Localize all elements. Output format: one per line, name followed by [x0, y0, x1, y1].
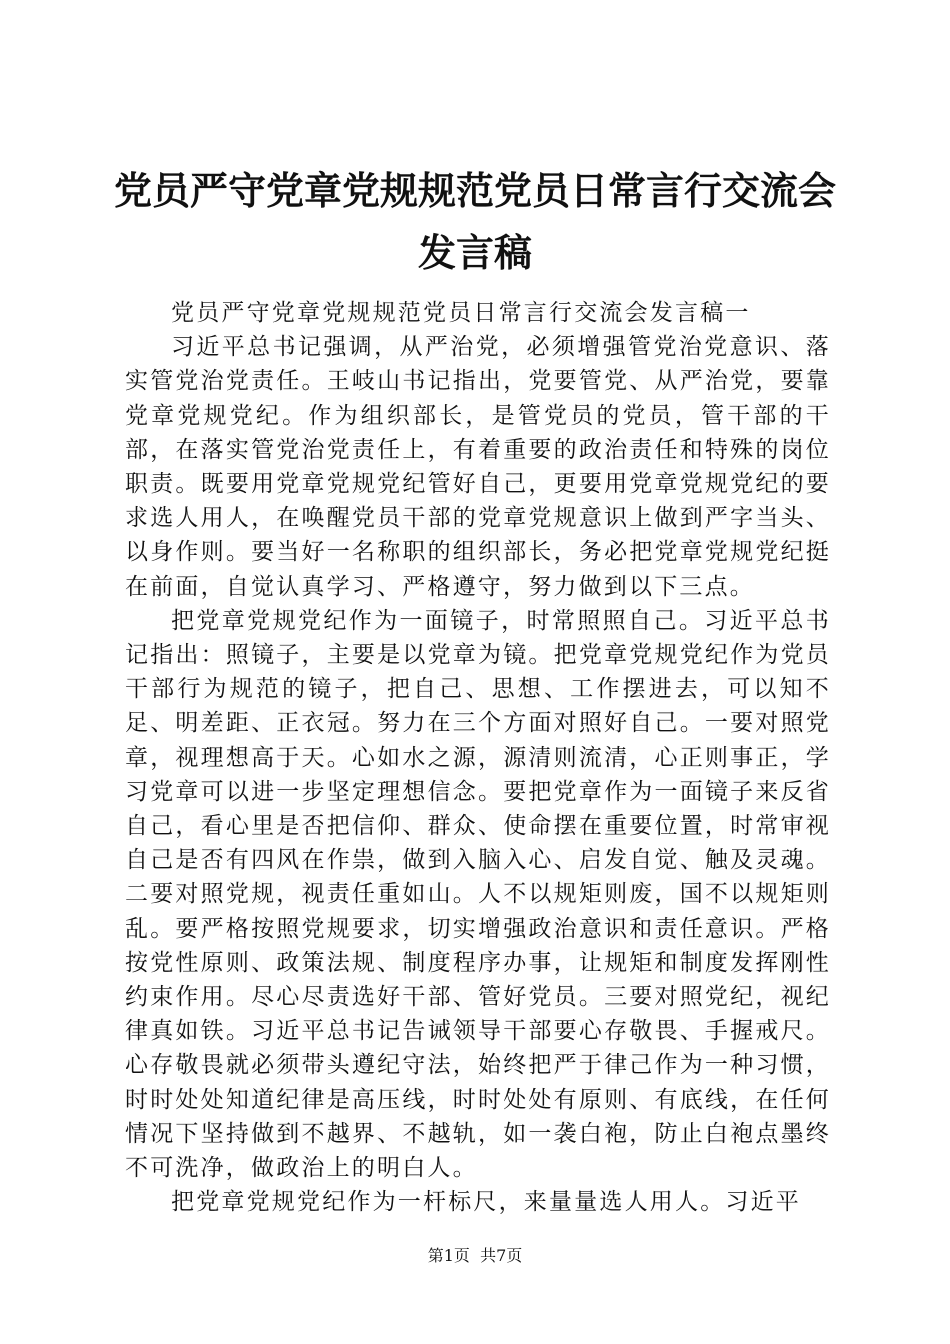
paragraph-mirror: 把党章党规党纪作为一面镜子，时常照照自己。习近平总书记指出：照镜子，主要是以党章为镜。把党章党规党纪作为党员干部行为规范的镜子，把自己、思想、工作摆进去，可以知不足、明差距、正衣冠。努力在三个方面对照好自己。一要对照党章，视理想高于天。心如水之源，源清则流清，心正则事正，学习党章可以进一步坚定理想信念。要把党章作为一面镜子来反省自己，看心里是否把信仰、群众、使命摆在重要位置，时常审视自己是否有四风在作祟，做到入脑入心、启发自觉、触及灵魂。二要对照党规，视责任重如山。人不以规矩则废，国不以规矩则乱。要严格按照党规要求，切实增强政治意识和责任意识。严格按党性原则、政策法规、制度程序办事，让规矩和制度发挥刚性约束作用。尽心尽责选好干部、管好党员。三要对照党纪，视纪律真如铁。习近平总书记告诫领导干部要心存敬畏、手握戒尺。心存敬畏就必须带头遵纪守法，始终把严于律己作为一种习惯，时时处处知道纪律是高压线，时时处处有原则、有底线，在任何情况下坚持做到不越界、不越轨，如一袭白袍，防止白袍点墨终不可洗净，做政治上的明白人。 — [125, 607, 831, 1182]
document-body — [125, 296, 831, 1219]
paragraph-intro: 习近平总书记强调，从严治党，必须增强管党治党意识、落实管党治党责任。王岐山书记指出，党要管党、从严治党，要靠党章党规党纪。作为组织部长，是管党员的党员，管干部的干部，在落实管党治党责任上，有着重要的政治责任和特殊的岗位职责。既要用党章党规党纪管好自己，更要用党章党规党纪的要求选人用人，在唤醒党员干部的党章党规意识上做到严字当头、以身作则。要当好一名称职的组织部长，务必把党章党规党纪挺在前面，自觉认真学习、严格遵守，努力做到以下三点。 — [125, 334, 831, 600]
page-total: 共7页 — [480, 1246, 523, 1265]
page-number: 第1页 — [427, 1246, 470, 1265]
paragraph-ruler: 把党章党规党纪作为一杆标尺，来量量选人用人。习近平 — [171, 1189, 801, 1216]
page-footer — [0, 1244, 950, 1268]
document-title: 党员严守党章党规规范党员日常言行交流会发言稿 — [113, 169, 836, 275]
paragraph-subtitle: 党员严守党章党规规范党员日常言行交流会发言稿一 — [171, 300, 751, 326]
